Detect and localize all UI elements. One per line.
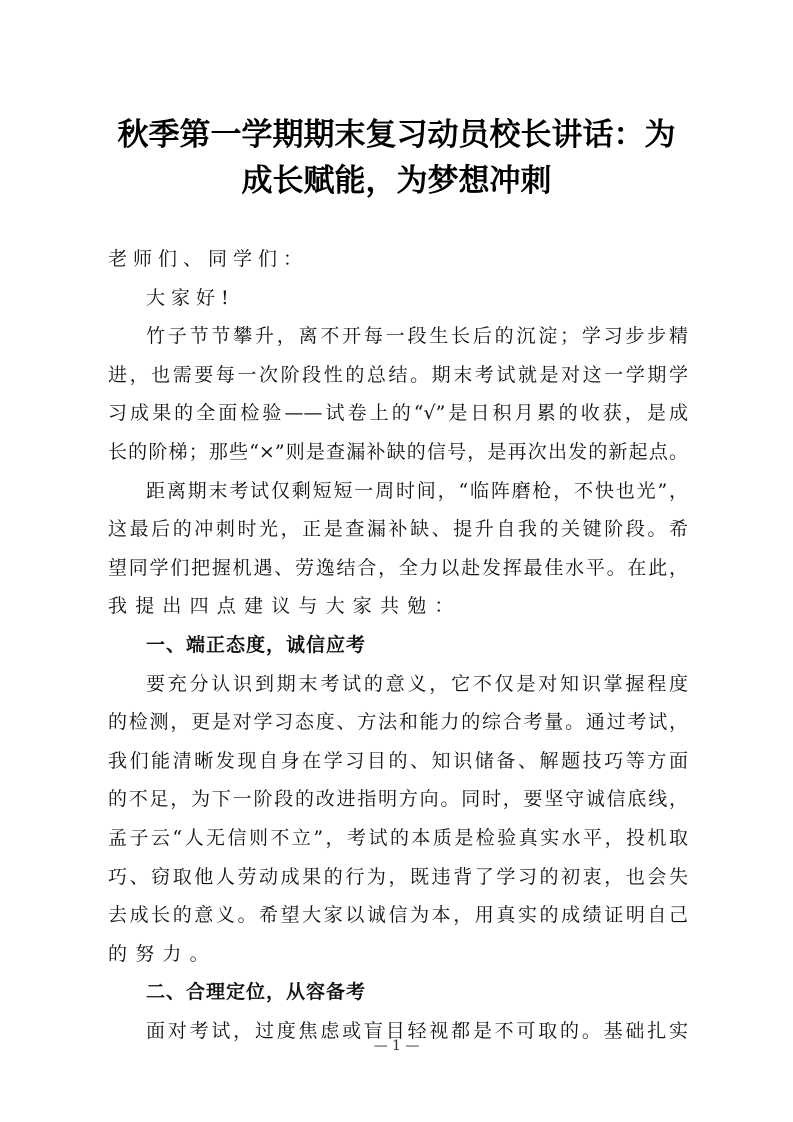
paragraph-line: 这最后的冲刺时光，正是查漏补缺、提升自我的关键阶段。希 (108, 518, 688, 541)
paragraph-line: 习成果的全面检验——试卷上的“√”是日积月累的收获，是成 (108, 402, 688, 425)
page-number: — 1 — (373, 1038, 420, 1054)
title-line-1: 秋季第一学期期末复习动员校长讲话：为 (117, 117, 676, 153)
paragraph-1 (108, 317, 688, 471)
section-heading: 一、端正态度，诚信应考 (146, 633, 367, 656)
paragraph-line: 要充分认识到期末考试的意义，它不仅是对知识掌握程度 (146, 672, 688, 695)
document-title (100, 112, 693, 204)
paragraph-line: 竹子节节攀升，离不开每一段生长后的沉淀；学习步步精 (146, 325, 688, 348)
paragraph-line: 我提出四点建议与大家共勉： (108, 595, 462, 618)
paragraph-line: 的努力。 (108, 942, 217, 965)
paragraph-line: 面对考试，过度焦虑或盲目轻视都是不可取的。基础扎实 (146, 1019, 688, 1042)
paragraph-line: 距离期末考试仅剩短短一周时间，“临阵磨枪，不快也光”， (146, 479, 688, 502)
paragraph-line: 的检测，更是对学习态度、方法和能力的综合考量。通过考试， (108, 711, 688, 734)
paragraph-2 (108, 472, 688, 626)
paragraph-line: 巧、窃取他人劳动成果的行为，既违背了学习的初衷，也会失 (108, 865, 688, 888)
paragraph-line: 的不足，为下一阶段的改进指明方向。同时，要坚守诚信底线， (108, 788, 688, 811)
paragraph-line: 进，也需要每一次阶段性的总结。期末考试就是对这一学期学 (108, 363, 688, 386)
paragraph-line: 望同学们把握机遇、劳逸结合，全力以赴发挥最佳水平。在此， (108, 556, 688, 579)
paragraph-line: 我们能清晰发现自身在学习目的、知识储备、解题技巧等方面 (108, 749, 688, 772)
document-body (108, 240, 688, 1050)
section-1 (108, 626, 688, 973)
salutation: 老师们、同学们： (108, 248, 309, 270)
section-heading: 二、合理定位，从容备考 (146, 981, 367, 1004)
paragraph-line: 孟子云“人无信则不立”，考试的本质是检验真实水平，投机取 (108, 826, 688, 849)
title-line-2: 成长赋能，为梦想冲刺 (241, 163, 552, 199)
paragraph-line: 长的阶梯；那些“×”则是查漏补缺的信号，是再次出发的新起点。 (108, 440, 688, 463)
greeting: 大家好! (146, 286, 235, 309)
paragraph-line: 去成长的意义。希望大家以诚信为本，用真实的成绩证明自己 (108, 904, 688, 927)
